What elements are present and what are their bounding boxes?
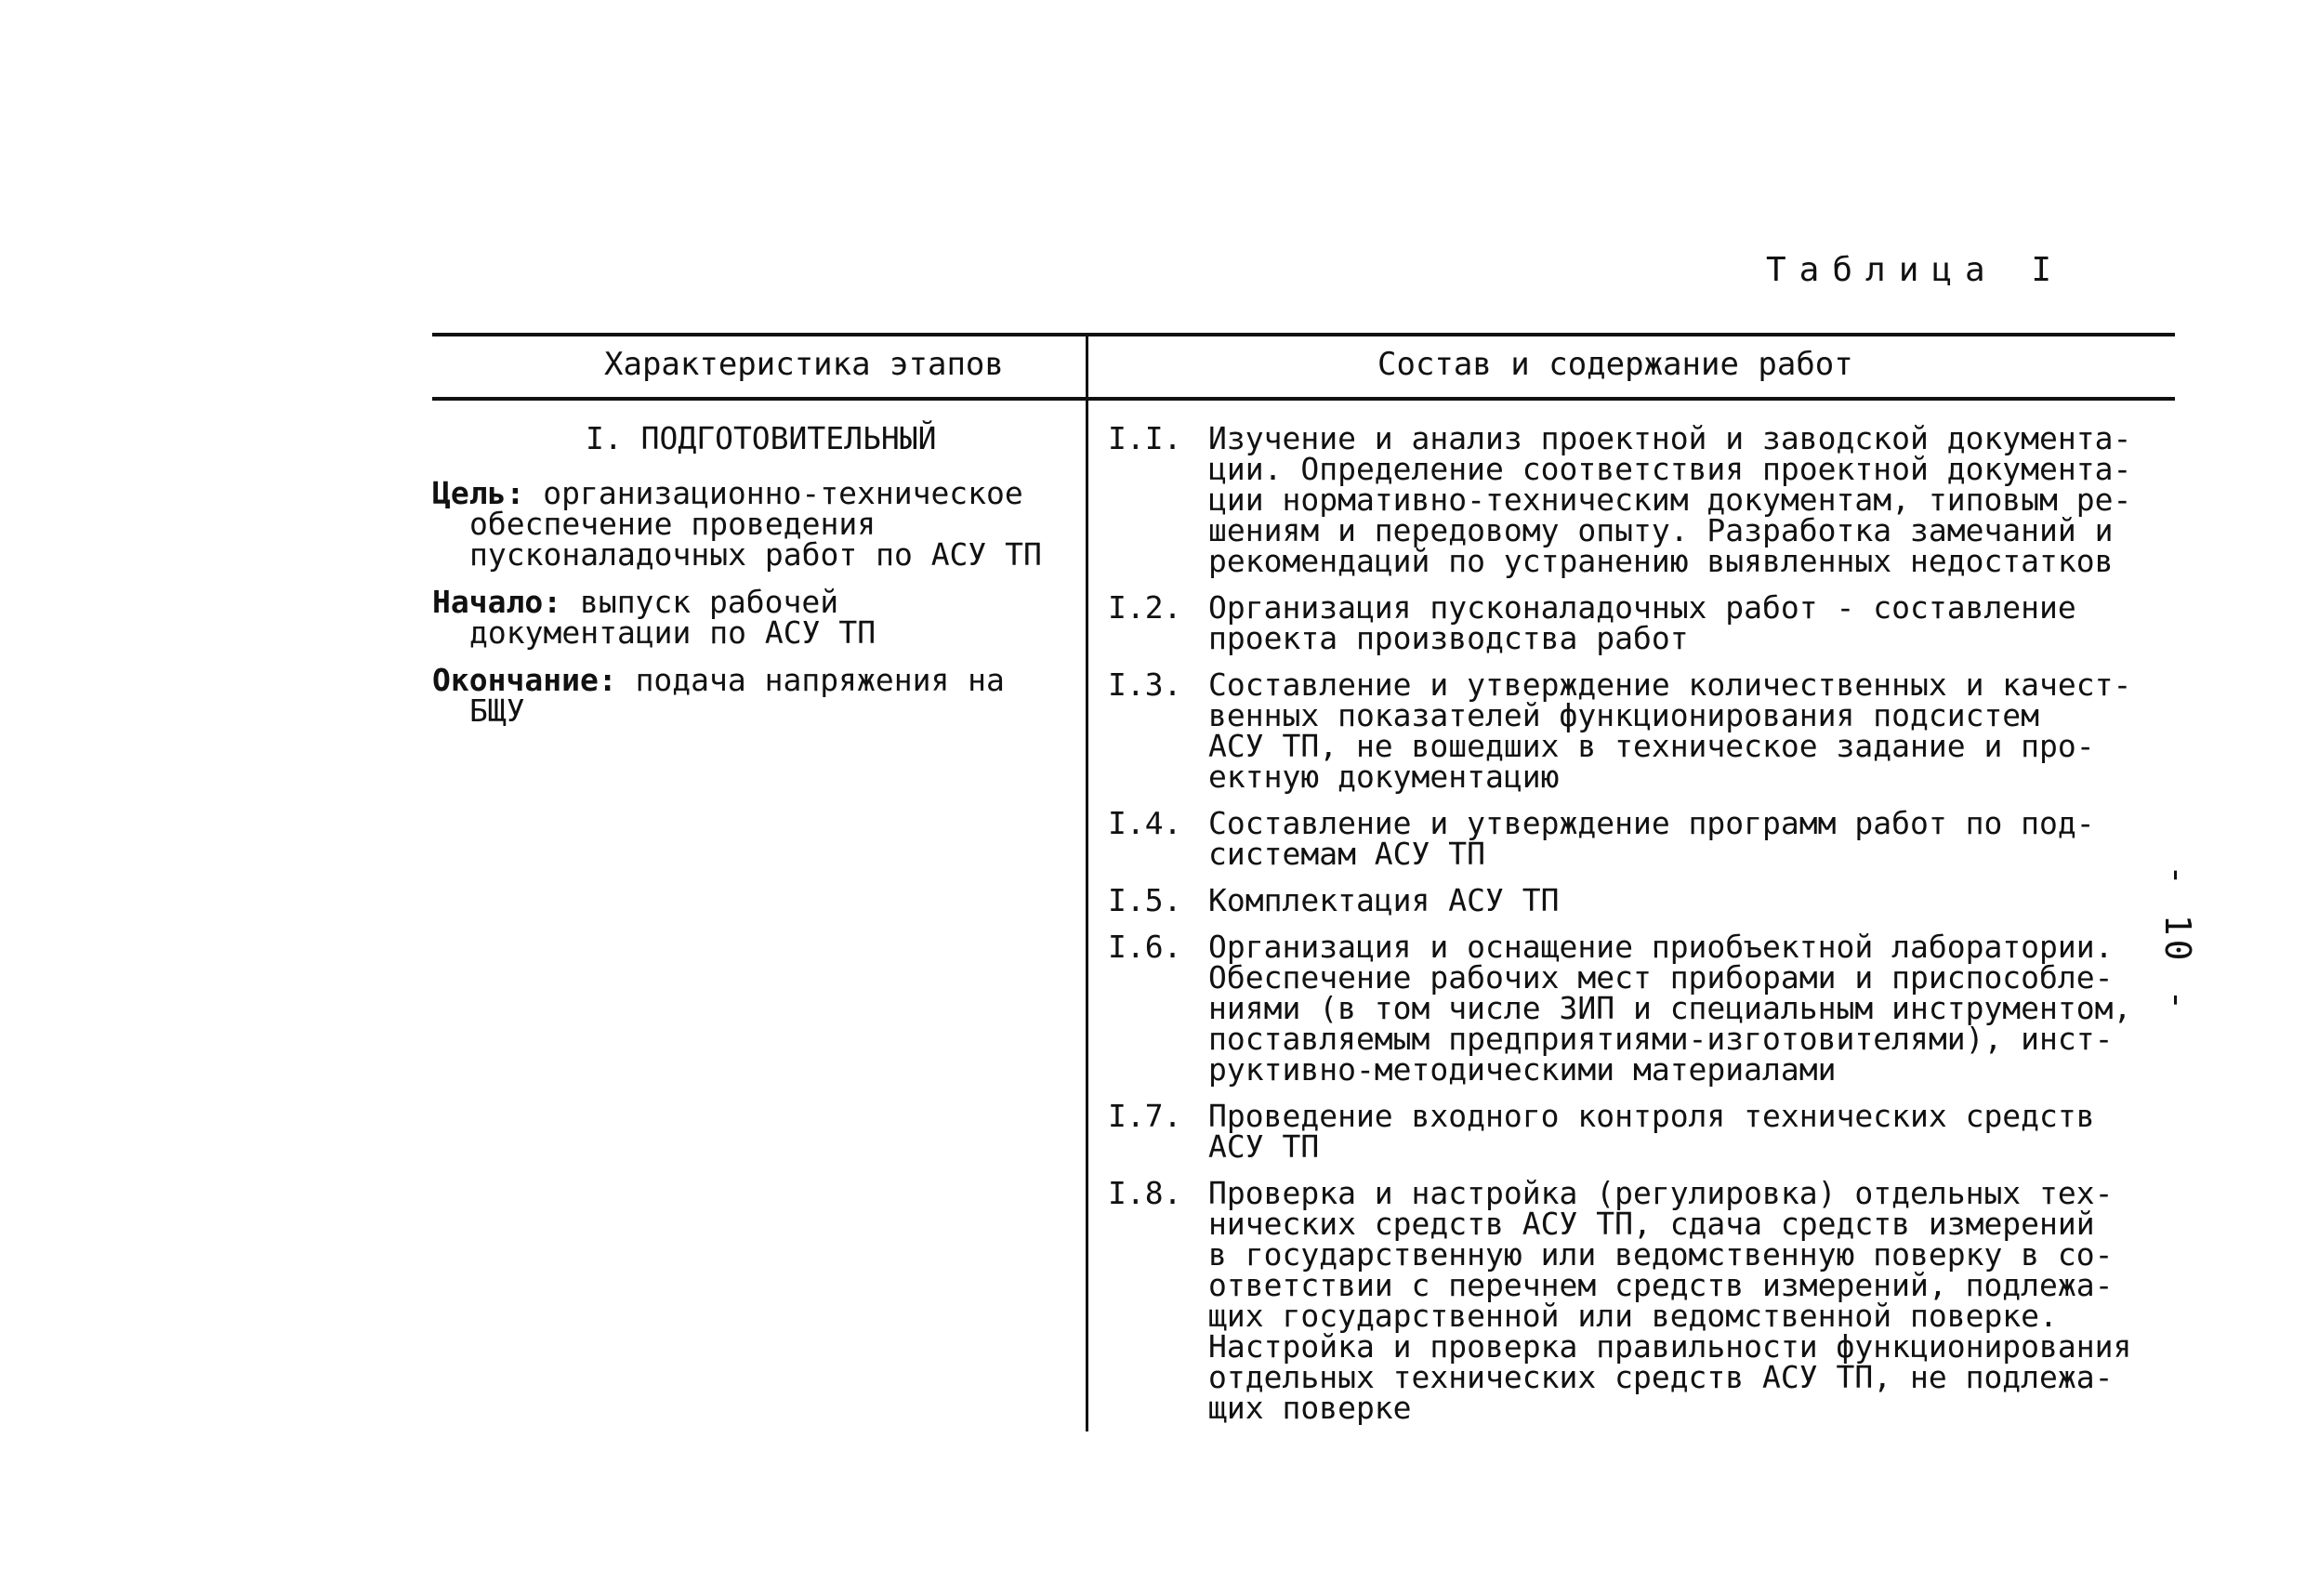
- work-item-line: нических средств АСУ ТП, сдача средств измерений: [1208, 1206, 2095, 1242]
- work-item-line: Проведение входного контроля технических средств: [1208, 1098, 2095, 1134]
- work-item-text: [1208, 666, 2177, 795]
- stage-title: I. ПОДГОТОВИТЕЛЬНЫЙ: [586, 420, 937, 456]
- work-item-line: Обеспечение рабочих мест приборами и приспособле-: [1208, 959, 2114, 996]
- work-item: [1108, 589, 2177, 656]
- work-item-text: [1208, 420, 2177, 579]
- work-item-text: [1208, 929, 2177, 1088]
- end-text: подача напряжения на БЩУ: [469, 662, 1005, 729]
- table-title: Таблица I: [1766, 251, 2065, 289]
- work-item-line: ции. Определение соответствия проектной документа-: [1208, 451, 2132, 487]
- work-item-line: системам АСУ ТП: [1208, 836, 1486, 872]
- work-item-line: АСУ ТП, не вошедших в техническое задание и про-: [1208, 728, 2095, 764]
- work-item-line: АСУ ТП: [1208, 1128, 1320, 1165]
- work-item-line: рекомендаций по устранению выявленных недостатков: [1208, 543, 2114, 579]
- work-item: [1108, 1098, 2177, 1165]
- work-item-line: ниями (в том числе ЗИП и специальным инструментом,: [1208, 990, 2132, 1026]
- column-header-works: Состав и содержание работ: [1377, 346, 1853, 383]
- start-label: Начало:: [432, 584, 562, 620]
- work-item-number: I.3.: [1108, 666, 1182, 703]
- work-item: [1108, 666, 2177, 795]
- work-item-line: Составление и утверждение программ работ по под-: [1208, 805, 2095, 841]
- stage-goal: [432, 475, 1064, 573]
- work-item-number: I.4.: [1108, 805, 1182, 841]
- work-item-line: венных показателей функционирования подсистем: [1208, 697, 2040, 733]
- work-item-line: руктивно-методическими материалами: [1208, 1051, 1837, 1088]
- work-item-line: поставляемым предприятиями-изготовителями), инст-: [1208, 1021, 2114, 1057]
- work-item-line: ектную документацию: [1208, 758, 1560, 795]
- work-items-list: [1108, 420, 2177, 1439]
- work-item: [1108, 1175, 2177, 1426]
- work-item: [1108, 929, 2177, 1088]
- start-text: выпуск рабочей документации по АСУ ТП: [469, 584, 876, 651]
- work-item-line: Настройка и проверка правильности функционирования: [1208, 1328, 2132, 1365]
- work-item: [1108, 882, 2177, 918]
- stage-start: [432, 584, 1064, 651]
- work-item-number: I.2.: [1108, 589, 1182, 626]
- work-item-text: [1208, 805, 2177, 872]
- table-top-rule: [432, 333, 2175, 336]
- work-item-line: шениям и передовому опыту. Разработка замечаний и: [1208, 512, 2114, 548]
- table-header-rule: [432, 397, 2175, 401]
- page-number: - 10 -: [2157, 864, 2198, 1015]
- stage-characteristics: [432, 420, 1064, 743]
- work-item-number: I.6.: [1108, 929, 1182, 965]
- end-label: Окончание:: [432, 662, 617, 698]
- work-item-number: I.5.: [1108, 882, 1182, 918]
- work-item-line: ции нормативно-техническим документам, типовым ре-: [1208, 481, 2132, 518]
- goal-label: Цель:: [432, 475, 525, 511]
- column-header-stages: Характеристика этапов: [604, 346, 1004, 383]
- work-item: [1108, 420, 2177, 579]
- work-item-line: в государственную или ведомственную поверку в со-: [1208, 1236, 2114, 1273]
- work-item-text: [1208, 882, 2177, 918]
- work-item-line: щих государственной или ведомственной поверке.: [1208, 1298, 2058, 1334]
- work-item-text: [1208, 589, 2177, 656]
- work-item-line: Проверка и настройка (регулировка) отдельных тех-: [1208, 1175, 2114, 1211]
- work-item-line: щих поверке: [1208, 1390, 1412, 1426]
- work-item-number: I.8.: [1108, 1175, 1182, 1211]
- work-item-line: Организация и оснащение приобъектной лаборатории.: [1208, 929, 2114, 965]
- column-divider: [1086, 333, 1088, 1431]
- work-item-line: ответствии с перечнем средств измерений, подлежа-: [1208, 1267, 2114, 1303]
- work-item-number: I.7.: [1108, 1098, 1182, 1134]
- work-item-text: [1208, 1098, 2177, 1165]
- stage-end: [432, 662, 1064, 729]
- work-item-line: отдельных технических средств АСУ ТП, не подлежа-: [1208, 1359, 2114, 1395]
- work-item-line: Организация пусконаладочных работ - составление: [1208, 589, 2076, 626]
- work-item: [1108, 805, 2177, 872]
- work-item-line: Изучение и анализ проектной и заводской документа-: [1208, 420, 2132, 456]
- work-item-line: проекта производства работ: [1208, 620, 1689, 656]
- work-item-line: Комплектация АСУ ТП: [1208, 882, 1560, 918]
- work-item-number: I.I.: [1108, 420, 1182, 456]
- work-item-line: Составление и утверждение количественных и качест-: [1208, 666, 2132, 703]
- work-item-text: [1208, 1175, 2177, 1426]
- goal-text: организационно-техническое обеспечение проведения пусконаладочных работ по АСУ ТП: [469, 475, 1042, 573]
